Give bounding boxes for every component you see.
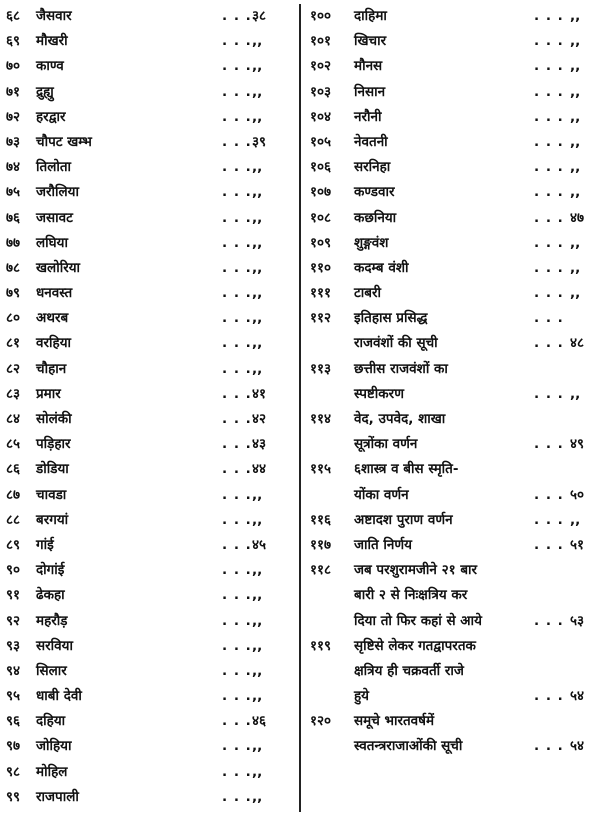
entry-name: कदम्ब वंशी	[354, 259, 409, 276]
entry-number: ७०	[6, 58, 21, 75]
leader-dots: . . .	[222, 209, 252, 226]
entry-number: ९५	[6, 688, 21, 705]
index-row	[6, 483, 268, 508]
index-row	[6, 54, 268, 79]
entry-name: जसावट	[36, 209, 73, 226]
entry-name: अथरब	[36, 310, 69, 327]
entry-number: ९७	[6, 738, 21, 755]
index-row	[310, 155, 594, 180]
page-number: ,,	[252, 612, 263, 629]
entry-name: कण्डवार	[354, 184, 395, 201]
entry-text: जब परशुरामजीने २१ बार	[354, 562, 478, 579]
page-number: ,,	[252, 335, 263, 352]
entry-number: ११४	[310, 411, 332, 427]
index-row	[6, 130, 268, 155]
index-row	[6, 382, 268, 407]
page-number: ४२	[252, 411, 267, 427]
page-number: ४९	[570, 436, 585, 453]
index-row	[6, 508, 268, 533]
entry-line	[310, 357, 594, 382]
entry-number: ७९	[6, 285, 21, 302]
entry-number: ११६	[310, 511, 332, 528]
entry-number: ७३	[6, 133, 21, 150]
entry-text: इतिहास प्रसिद्ध	[354, 310, 428, 327]
page-number: ,,	[570, 385, 581, 402]
entry-name: खलोरिया	[36, 259, 81, 276]
entry-text: हुये	[354, 688, 369, 705]
entry-number: ७६	[6, 209, 21, 226]
entry-line	[310, 709, 594, 734]
entry-line	[310, 558, 594, 583]
entry-name: मौनस	[354, 58, 383, 75]
page-number: ,,	[252, 360, 263, 377]
entry-text: स्पष्टीकरण	[354, 385, 404, 402]
index-entry-multiline	[310, 508, 594, 533]
index-row	[6, 331, 268, 356]
entry-number: ११२	[310, 310, 332, 327]
leader-dots: . . .	[534, 33, 564, 50]
index-row	[310, 130, 594, 155]
page-number: ४७	[570, 209, 585, 226]
entry-number: ११५	[310, 461, 332, 478]
entry-name: चावडा	[36, 486, 67, 503]
entry-text: स्वतन्त्रराजाओंकी सूची	[354, 738, 463, 755]
leader-dots: . . .	[534, 385, 564, 402]
entry-number: १०४	[310, 108, 332, 125]
entry-name: प्रमार	[36, 385, 61, 402]
entry-name: चौपट खम्भ	[36, 133, 92, 150]
entry-number: ११८	[310, 562, 332, 579]
entry-number: ११९	[310, 637, 332, 654]
leader-dots: . . .	[534, 738, 564, 755]
entry-name: दोगांई	[36, 562, 65, 579]
entry-text: क्षत्रिय ही चक्रवर्ती राजे	[354, 662, 464, 679]
page-number: ,,	[252, 209, 263, 226]
leader-dots: . . .	[222, 411, 252, 427]
page-number: ,,	[570, 259, 581, 276]
page-number: ,,	[252, 285, 263, 302]
page-number: ,,	[252, 234, 263, 251]
page-number: ,,	[252, 33, 263, 50]
page-number: ,,	[252, 511, 263, 528]
index-row	[6, 306, 268, 331]
entry-number: ९८	[6, 763, 21, 780]
entry-name: शुङ्गवंश	[354, 234, 389, 251]
index-row	[310, 256, 594, 281]
entry-text: समूचे भारतवर्षमें	[354, 713, 435, 730]
index-row	[6, 432, 268, 457]
index-row	[6, 256, 268, 281]
entry-name: महरौड़	[36, 612, 68, 629]
leader-dots: . . .	[222, 436, 252, 453]
page-number: ,,	[570, 184, 581, 201]
entry-number: ७४	[6, 159, 21, 176]
leader-dots: . . .	[534, 83, 564, 100]
index-row	[310, 80, 594, 105]
leader-dots: . . .	[534, 184, 564, 201]
page-number: ,,	[252, 788, 263, 805]
entry-number: ६९	[6, 33, 21, 50]
entry-number: १०२	[310, 58, 332, 75]
entry-name: कछनिया	[354, 209, 397, 226]
entry-number: ८४	[6, 411, 21, 427]
entry-name: धनवस्त	[36, 285, 73, 302]
index-row	[6, 457, 268, 482]
entry-text: योंका वर्णन	[354, 486, 409, 503]
page-number: ,,	[570, 511, 581, 528]
entry-line	[310, 508, 594, 533]
entry-text: छत्तीस राजवंशों का	[354, 360, 448, 377]
index-row	[6, 760, 268, 785]
entry-line	[310, 634, 594, 659]
leader-dots: . . .	[534, 436, 564, 453]
leader-dots: . . .	[534, 536, 564, 553]
leader-dots: . . .	[222, 713, 252, 730]
index-row	[6, 558, 268, 583]
entry-number: ९९	[6, 788, 21, 805]
leader-dots: . . .	[534, 8, 564, 24]
index-row	[6, 634, 268, 659]
leader-dots: . . .	[222, 511, 252, 528]
index-entry-multiline	[310, 533, 594, 558]
leader-dots: . . .	[222, 133, 252, 150]
entry-name: सरनिहा	[354, 159, 391, 176]
index-entry-multiline	[310, 306, 594, 356]
page-number: ४१	[252, 385, 267, 402]
leader-dots: . . .	[222, 108, 252, 125]
entry-name: निसान	[354, 83, 386, 100]
entry-number: ९१	[6, 587, 21, 604]
leader-dots: . . .	[534, 688, 564, 705]
index-row	[310, 29, 594, 54]
page-number: ,,	[252, 310, 263, 327]
entry-number: १११	[310, 285, 332, 302]
entry-number: ८३	[6, 385, 21, 402]
leader-dots: . . .	[222, 335, 252, 352]
index-row	[310, 4, 594, 29]
entry-name: काण्व	[36, 58, 64, 75]
entry-number: १२०	[310, 713, 332, 730]
leader-dots: . . .	[222, 285, 252, 302]
leader-dots: . . .	[222, 385, 252, 402]
entry-name: दहिया	[36, 713, 66, 730]
entry-number: ७८	[6, 259, 21, 276]
page-number: ,,	[252, 486, 263, 503]
leader-dots: . . .	[222, 159, 252, 176]
index-row	[6, 734, 268, 759]
entry-number: ११३	[310, 360, 332, 377]
entry-text: दिया तो फिर कहां से आये	[354, 612, 482, 629]
page-number: ५०	[570, 486, 585, 503]
page-number: ,,	[252, 108, 263, 125]
index-entry-multiline	[310, 634, 594, 710]
entry-name: हरद्वार	[36, 108, 66, 125]
entry-number: ७१	[6, 83, 21, 100]
leader-dots: . . .	[222, 234, 252, 251]
entry-name: गांई	[36, 536, 54, 553]
entry-number: ९०	[6, 562, 21, 579]
leader-dots: . . .	[534, 310, 564, 327]
leader-dots: . . .	[222, 788, 252, 805]
page-number: ,,	[252, 58, 263, 75]
entry-name: नरौनी	[354, 108, 382, 125]
entry-number: ८५	[6, 436, 21, 453]
leader-dots: . . .	[222, 688, 252, 705]
leader-dots: . . .	[222, 259, 252, 276]
entry-name: सरविया	[36, 637, 73, 654]
entry-number: ९६	[6, 713, 21, 730]
page-number: ४४	[252, 461, 267, 478]
index-row	[310, 54, 594, 79]
index-row	[6, 281, 268, 306]
entry-text: अष्टादश पुराण वर्णन	[354, 511, 453, 528]
page-number: ,,	[252, 587, 263, 604]
leader-dots: . . .	[534, 159, 564, 176]
entry-number: १०६	[310, 159, 332, 176]
leader-dots: . . .	[222, 562, 252, 579]
index-row	[310, 281, 594, 306]
entry-line	[310, 306, 594, 331]
entry-number: १०८	[310, 209, 332, 226]
leader-dots: . . .	[222, 8, 252, 24]
entry-number: ७५	[6, 184, 21, 201]
entry-number: १०७	[310, 184, 332, 201]
entry-line	[310, 382, 594, 407]
page-number: ,,	[252, 259, 263, 276]
page-number: ,,	[252, 763, 263, 780]
leader-dots: . . .	[534, 259, 564, 276]
entry-line	[310, 609, 594, 634]
entry-line	[310, 734, 594, 759]
entry-name: ढेकहा	[36, 587, 65, 604]
page-number: ५४	[570, 738, 585, 755]
entry-name: मौखरी	[36, 33, 68, 50]
entry-line	[310, 659, 594, 684]
entry-number: १०१	[310, 33, 332, 50]
entry-number: ८१	[6, 335, 21, 352]
entry-number: १०९	[310, 234, 332, 251]
leader-dots: . . .	[222, 662, 252, 679]
leader-dots: . . .	[534, 335, 564, 352]
entry-number: ८०	[6, 310, 21, 327]
entry-name: जरौलिया	[36, 184, 80, 201]
entry-name: तिलोता	[36, 159, 72, 176]
entry-text: सूत्रोंका वर्णन	[354, 436, 418, 453]
entry-line	[310, 331, 594, 356]
entry-name: मोहिल	[36, 763, 68, 780]
index-row	[310, 206, 594, 231]
page-number: ,,	[570, 285, 581, 302]
entry-number: १०५	[310, 133, 332, 150]
entry-line	[310, 583, 594, 608]
page-number: ,,	[252, 83, 263, 100]
index-entry-multiline	[310, 357, 594, 407]
leader-dots: . . .	[534, 58, 564, 75]
entry-number: ७२	[6, 108, 21, 125]
entry-text: जाति निर्णय	[354, 536, 412, 553]
entry-line	[310, 432, 594, 457]
entry-name: नेवतनी	[354, 133, 388, 150]
leader-dots: . . .	[222, 310, 252, 327]
index-entry-multiline	[310, 709, 594, 759]
index-row	[6, 785, 268, 810]
page-number: ,,	[570, 234, 581, 251]
entry-number: ८८	[6, 511, 21, 528]
leader-dots: . . .	[222, 58, 252, 75]
page-number: ४६	[252, 713, 267, 730]
entry-text: वेद, उपवेद, शाखा	[354, 411, 446, 427]
leader-dots: . . .	[222, 461, 252, 478]
entry-number: ९२	[6, 612, 21, 629]
entry-name: जोहिया	[36, 738, 72, 755]
entry-text: ६शास्त्र व बीस स्मृति-	[354, 461, 459, 478]
index-entry-multiline	[310, 558, 594, 634]
entry-number: १०३	[310, 83, 332, 100]
leader-dots: . . .	[222, 536, 252, 553]
entry-number: ८२	[6, 360, 21, 377]
page-number: ,,	[252, 562, 263, 579]
index-row	[6, 407, 268, 432]
page-number: ५४	[570, 688, 585, 705]
page-number: ,,	[570, 159, 581, 176]
leader-dots: . . .	[222, 184, 252, 201]
leader-dots: . . .	[534, 234, 564, 251]
page-number: ,,	[252, 688, 263, 705]
entry-number: ८७	[6, 486, 21, 503]
entry-text: सृष्टिसे लेकर गतद्वापरतक	[354, 637, 476, 654]
entry-name: वरहिया	[36, 335, 72, 352]
page-number: ,,	[570, 83, 581, 100]
leader-dots: . . .	[534, 511, 564, 528]
page-number: ३८	[252, 8, 267, 24]
page-number: ,,	[252, 662, 263, 679]
entry-number: १००	[310, 8, 332, 24]
left-index-column	[6, 4, 268, 810]
leader-dots: . . .	[534, 108, 564, 125]
leader-dots: . . .	[222, 486, 252, 503]
page-number: ५३	[570, 612, 585, 629]
index-row	[6, 609, 268, 634]
leader-dots: . . .	[534, 612, 564, 629]
entry-number: ७७	[6, 234, 21, 251]
index-entry-multiline	[310, 407, 594, 457]
index-row	[6, 533, 268, 558]
leader-dots: . . .	[222, 612, 252, 629]
leader-dots: . . .	[222, 360, 252, 377]
index-row	[6, 583, 268, 608]
index-row	[6, 709, 268, 734]
entry-name: राजपाली	[36, 788, 79, 805]
entry-name: पड़िहार	[36, 436, 71, 453]
entry-name: लघिया	[36, 234, 68, 251]
entry-number: ११०	[310, 259, 332, 276]
index-row	[6, 4, 268, 29]
entry-number: ८६	[6, 461, 21, 478]
entry-name: चौहान	[36, 360, 67, 377]
entry-name: डोडिया	[36, 461, 69, 478]
leader-dots: . . .	[222, 83, 252, 100]
index-row	[6, 155, 268, 180]
right-index-column	[310, 4, 594, 760]
page-number: ,,	[570, 33, 581, 50]
index-row	[6, 105, 268, 130]
leader-dots: . . .	[222, 738, 252, 755]
page-number: ५१	[570, 536, 585, 553]
entry-name: खिचार	[354, 33, 387, 50]
entry-line	[310, 407, 594, 432]
entry-number: ११७	[310, 536, 332, 553]
entry-number: ९३	[6, 637, 21, 654]
leader-dots: . . .	[534, 133, 564, 150]
entry-name: सोलंकी	[36, 411, 72, 427]
index-row	[6, 206, 268, 231]
page-number: ,,	[252, 184, 263, 201]
leader-dots: . . .	[534, 486, 564, 503]
entry-line	[310, 483, 594, 508]
index-row	[6, 231, 268, 256]
entry-name: धाबी देवी	[36, 688, 82, 705]
leader-dots: . . .	[222, 587, 252, 604]
page-number: ,,	[570, 133, 581, 150]
leader-dots: . . .	[222, 763, 252, 780]
entry-name: दाहिमा	[354, 8, 387, 24]
index-entry-multiline	[310, 457, 594, 507]
page-number: ,,	[570, 8, 581, 24]
entry-line	[310, 684, 594, 709]
entry-name: बरगयां	[36, 511, 69, 528]
leader-dots: . . .	[534, 285, 564, 302]
entry-line	[310, 457, 594, 482]
entry-number: ८९	[6, 536, 21, 553]
page-number: ४३	[252, 436, 267, 453]
page-number: ४५	[252, 536, 267, 553]
index-row	[6, 29, 268, 54]
index-row	[310, 105, 594, 130]
entry-text: राजवंशों की सूची	[354, 335, 438, 352]
index-row	[6, 80, 268, 105]
entry-name: सिलार	[36, 662, 67, 679]
index-row	[6, 357, 268, 382]
entry-name: टाबरी	[354, 285, 382, 302]
index-row	[310, 231, 594, 256]
entry-name: द्रुह्यु	[36, 83, 54, 100]
index-row	[6, 180, 268, 205]
leader-dots: . . .	[534, 209, 564, 226]
index-row	[310, 180, 594, 205]
page-number: ४८	[570, 335, 585, 352]
page-number: ,,	[570, 58, 581, 75]
page-number: ,,	[252, 637, 263, 654]
entry-line	[310, 533, 594, 558]
entry-number: ९४	[6, 662, 21, 679]
column-divider	[299, 4, 301, 812]
page-number: ,,	[252, 159, 263, 176]
page-number: ,,	[570, 108, 581, 125]
entry-name: जैसवार	[36, 8, 72, 24]
leader-dots: . . .	[222, 637, 252, 654]
page-number: ३९	[252, 133, 267, 150]
leader-dots: . . .	[222, 33, 252, 50]
entry-text: बारी २ से निःक्षत्रिय कर	[354, 587, 468, 604]
index-row	[6, 659, 268, 684]
entry-number: ६८	[6, 8, 21, 24]
page-number: ,,	[252, 738, 263, 755]
index-row	[6, 684, 268, 709]
